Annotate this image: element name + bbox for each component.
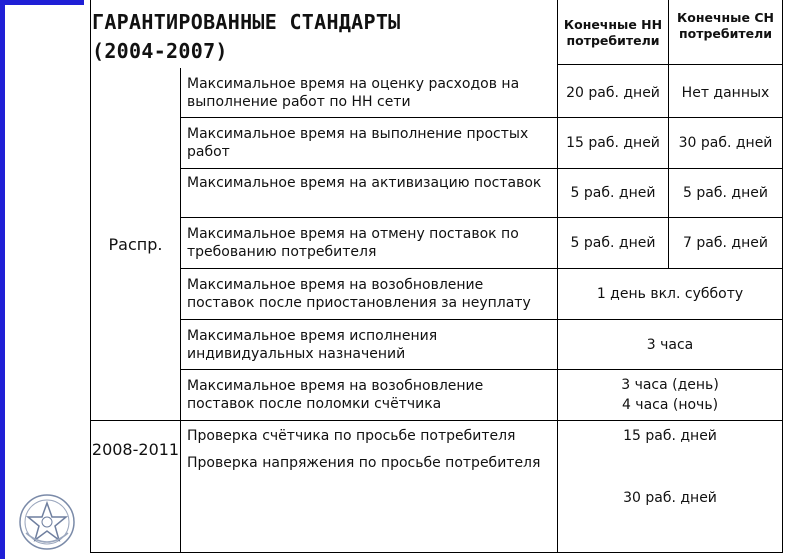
table-cell-sn: 7 раб. дней — [683, 235, 768, 251]
table-cell-sn: 30 раб. дней — [678, 135, 773, 151]
accent-bar-left — [0, 0, 5, 559]
group-label-period: 2008-2011 — [91, 440, 180, 459]
divider — [90, 552, 783, 553]
table-row-desc: Максимальное время на оценку расходов на выполнение работ по НН сети — [187, 75, 520, 110]
table-row-desc: Проверка напряжения по просьбе потребителя — [187, 455, 541, 471]
column-header-nn: Конечные НН потребители — [563, 17, 663, 48]
column-header-sn: Конечные СН потребители — [677, 10, 774, 41]
table-row-desc: Максимальное время на выполнение простых работ — [187, 126, 529, 160]
divider — [557, 64, 783, 65]
group-label-distribution: Распр. — [108, 235, 163, 254]
divider — [90, 420, 783, 421]
accent-bar-top — [0, 0, 84, 5]
table-cell-nn: 5 раб. дней — [570, 235, 656, 251]
table-cell-both: 1 день вкл. субботу — [596, 286, 744, 302]
table-row-desc: Максимальное время исполнения индивидуальных назначений — [187, 327, 438, 362]
emblem-icon — [18, 493, 76, 551]
page-title — [92, 8, 552, 66]
value-day: 3 часа (день) — [621, 377, 719, 393]
value-night: 4 часа (ночь) — [621, 397, 719, 413]
table-cell-sn: 5 раб. дней — [683, 185, 768, 201]
table-row-desc: Максимальное время на возобновление поставок после поломки счётчика — [187, 378, 484, 412]
title-line-2: (2004-2007) — [92, 39, 228, 63]
title-line-1: ГАРАНТИРОВАННЫЕ СТАНДАРТЫ — [92, 10, 401, 34]
table-row-desc: Максимальное время на активизацию поставок — [187, 175, 542, 191]
table-row-desc: Максимальное время на возобновление поставок после приостановления за неуплату — [187, 277, 531, 311]
divider — [782, 0, 783, 553]
table-cell-both — [558, 370, 782, 420]
table-row-desc: Проверка счётчика по просьбе потребителя — [187, 428, 516, 444]
table-row-desc: Максимальное время на отмену поставок по требованию потребителя — [187, 226, 519, 260]
table-cell-nn: 5 раб. дней — [570, 185, 656, 201]
table-cell-both: 3 часа — [646, 336, 694, 353]
table-cell-both: 30 раб. дней — [623, 490, 717, 506]
table-cell-nn: 20 раб. дней — [566, 84, 660, 101]
table-cell-nn: 15 раб. дней — [566, 135, 660, 151]
table-cell-sn: Нет данных — [681, 84, 770, 101]
table-cell-both: 15 раб. дней — [623, 428, 717, 444]
